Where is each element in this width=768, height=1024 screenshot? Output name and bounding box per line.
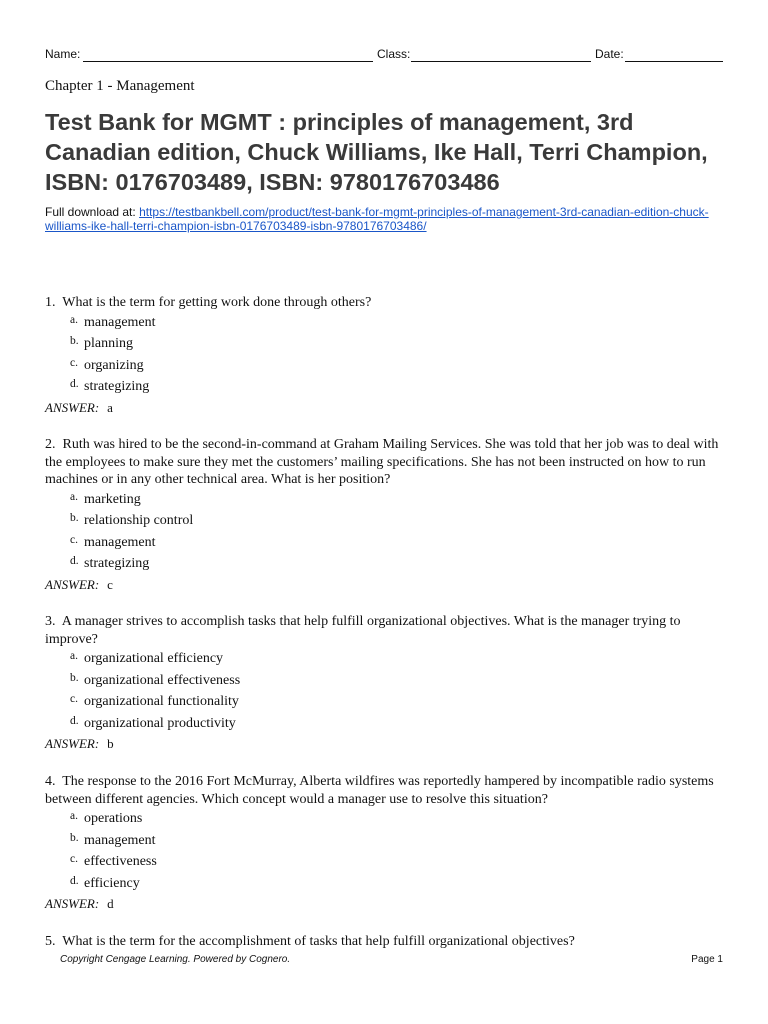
download-line [45, 205, 735, 233]
option-letter: d. [70, 555, 79, 567]
option-text: strategizing [84, 556, 150, 571]
option-letter: b. [70, 335, 79, 347]
option-a[interactable] [45, 312, 725, 334]
option-text: management [84, 832, 156, 848]
question-4 [45, 773, 725, 914]
option-letter: d. [70, 874, 79, 887]
question-1 [45, 294, 725, 418]
option-text: effectiveness [84, 854, 157, 869]
option-b[interactable] [45, 510, 725, 532]
answer-label: ANSWER: [45, 576, 100, 592]
question-text [45, 613, 725, 648]
option-text: efficiency [84, 875, 140, 891]
option-letter: a. [70, 650, 78, 662]
student-info-fields [45, 46, 723, 64]
page-number: Page 1 [691, 954, 723, 965]
date-field[interactable] [625, 61, 723, 62]
option-letter: c. [70, 356, 78, 369]
answer-options [45, 312, 725, 398]
answer-value: d [107, 896, 114, 911]
answer-value: c [107, 576, 113, 592]
option-letter: a. [70, 313, 78, 326]
answer-options [45, 808, 725, 894]
option-text: organizational productivity [84, 715, 236, 731]
option-letter: d. [70, 378, 79, 390]
copyright-text: Copyright Cengage Learning. Powered by Cognero. [60, 954, 291, 965]
option-text: organizational functionality [84, 694, 239, 709]
question-2 [45, 436, 725, 595]
question-5 [45, 933, 725, 951]
answer-label: ANSWER: [45, 896, 100, 911]
option-c[interactable] [45, 691, 725, 713]
option-d[interactable] [45, 873, 725, 895]
option-b[interactable] [45, 333, 725, 355]
option-letter: c. [70, 853, 78, 865]
option-a[interactable] [45, 808, 725, 830]
option-text: management [84, 534, 156, 550]
option-letter: a. [70, 810, 78, 822]
option-d[interactable] [45, 376, 725, 398]
name-field[interactable] [83, 61, 373, 62]
answer-line [45, 894, 725, 914]
option-letter: b. [70, 512, 79, 524]
option-d[interactable] [45, 713, 725, 735]
answer-line [45, 398, 725, 418]
option-letter: b. [70, 671, 79, 684]
option-letter: c. [70, 693, 78, 705]
page-title: Test Bank for MGMT : principles of management, 3rd Canadian edition, Chuck Williams, Ike Hall, Terri Champion, ISBN: 0176703489, ISBN: 9780176703486 [45, 109, 708, 195]
option-a[interactable] [45, 648, 725, 670]
question-stem: What is the term for the accomplishment of tasks that help fulfill organizational objectives? [62, 934, 575, 949]
question-stem: Ruth was hired to be the second-in-command at Graham Mailing Services. She was told that her job was to deal with the employees to make sure they met the customers’ mailing specifications. She has not been instructed on how to run machines or in any other technical area. What is her position? [45, 437, 719, 487]
option-text: management [84, 314, 156, 330]
answer-label: ANSWER: [45, 399, 100, 415]
option-a[interactable] [45, 489, 725, 511]
class-label: Class: [377, 47, 411, 61]
answer-label: ANSWER: [45, 736, 100, 751]
question-stem: A manager strives to accomplish tasks that help fulfill organizational objectives. What is the manager trying to improve? [45, 614, 681, 647]
option-c[interactable] [45, 532, 725, 554]
question-stem: The response to the 2016 Fort McMurray, Alberta wildfires was reportedly hampered by incompatible radio systems between different agencies. Which concept would a manager use to resolve this situation? [45, 774, 714, 807]
option-letter: a. [70, 490, 78, 503]
option-text: organizational efficiency [84, 651, 224, 666]
date-label: Date: [595, 47, 624, 61]
question-number: 2. [45, 437, 56, 452]
option-text: organizing [84, 357, 144, 373]
name-label: Name: [45, 47, 81, 61]
option-text: organizational effectiveness [84, 672, 241, 688]
question-text [45, 436, 725, 489]
option-c[interactable] [45, 851, 725, 873]
question-text [45, 933, 725, 951]
question-text [45, 294, 725, 312]
option-text: strategizing [84, 379, 150, 394]
option-c[interactable] [45, 355, 725, 377]
question-3 [45, 613, 725, 754]
question-number: 1. [45, 295, 56, 310]
class-field[interactable] [411, 61, 591, 62]
question-number: 5. [45, 934, 56, 949]
option-b[interactable] [45, 830, 725, 852]
option-text: operations [84, 811, 143, 826]
option-text: marketing [84, 491, 141, 507]
download-link[interactable]: https://testbankbell.com/product/test-bank-for-mgmt-principles-of-management-3rd-canadian-edition-chuck-williams-ike-hall-terri-champion-isbn-0176703489-isbn-9780176703486/ [45, 205, 709, 233]
download-label: Full download at: [45, 205, 140, 219]
option-letter: b. [70, 831, 79, 844]
question-stem: What is the term for getting work done through others? [62, 295, 372, 310]
option-text: planning [84, 336, 133, 351]
answer-value: b [107, 736, 114, 751]
option-d[interactable] [45, 553, 725, 575]
option-b[interactable] [45, 670, 725, 692]
page-footer [60, 953, 723, 967]
option-letter: c. [70, 533, 78, 546]
question-text [45, 773, 725, 808]
option-letter: d. [70, 714, 79, 727]
answer-options [45, 489, 725, 575]
answer-value: a [107, 399, 113, 415]
chapter-heading: Chapter 1 - Management [45, 78, 195, 94]
question-number: 4. [45, 774, 56, 789]
answer-line [45, 734, 725, 754]
answer-options [45, 648, 725, 734]
question-number: 3. [45, 614, 56, 629]
option-text: relationship control [84, 513, 194, 528]
answer-line [45, 575, 725, 595]
